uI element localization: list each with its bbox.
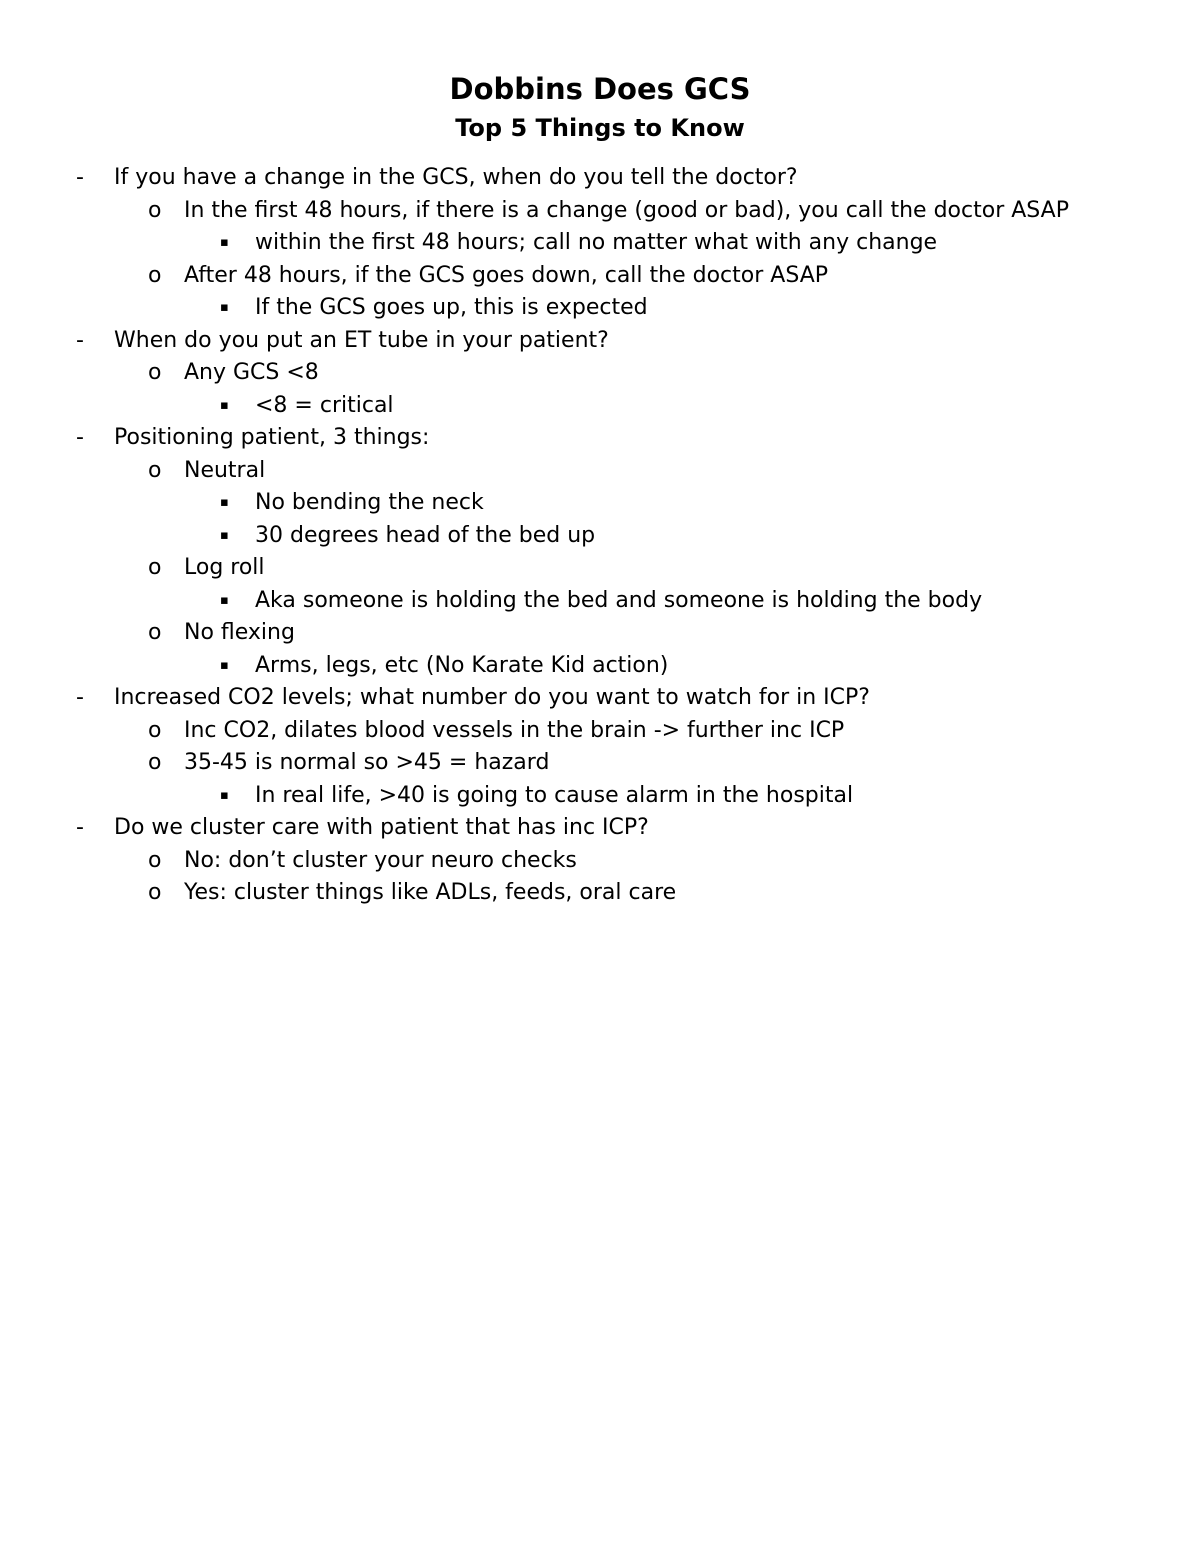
square-bullet-icon: ▪ bbox=[220, 397, 229, 413]
outline-item-level-1 bbox=[0, 682, 1200, 715]
outline-item-level-1 bbox=[0, 422, 1200, 455]
outline-item-level-2 bbox=[0, 455, 1200, 488]
outline-item-text: Log roll bbox=[184, 555, 265, 580]
outline-item-text: No: don’t cluster your neuro checks bbox=[184, 847, 577, 873]
outline-item-text: When do you put an ET tube in your patient? bbox=[114, 327, 609, 353]
outline-item-level-3 bbox=[0, 520, 1200, 553]
square-bullet-icon: ▪ bbox=[220, 787, 229, 803]
circle-bullet-icon: o bbox=[148, 750, 162, 775]
square-bullet-icon: ▪ bbox=[220, 657, 229, 673]
dash-bullet-icon: - bbox=[76, 165, 84, 190]
outline-item-text: Aka someone is holding the bed and someone is holding the body bbox=[255, 587, 983, 613]
bullet-outline bbox=[0, 162, 1200, 910]
outline-item-level-2 bbox=[0, 552, 1200, 585]
outline-item-text: If you have a change in the GCS, when do you tell the doctor? bbox=[114, 165, 798, 190]
dash-bullet-icon: - bbox=[76, 815, 84, 840]
outline-item-text: Arms, legs, etc (No Karate Kid action) bbox=[255, 652, 669, 678]
outline-item-level-2 bbox=[0, 747, 1200, 780]
dash-bullet-icon: - bbox=[76, 685, 84, 710]
dash-bullet-icon: - bbox=[76, 425, 84, 450]
outline-item-level-3 bbox=[0, 292, 1200, 325]
outline-item-text: Inc CO2, dilates blood vessels in the brain -> further inc ICP bbox=[184, 717, 845, 743]
outline-item-level-3 bbox=[0, 487, 1200, 520]
square-bullet-icon: ▪ bbox=[220, 527, 229, 543]
outline-item-level-2 bbox=[0, 845, 1200, 878]
document-subtitle: Top 5 Things to Know bbox=[455, 114, 745, 142]
outline-item-text: within the first 48 hours; call no matter what with any change bbox=[255, 230, 938, 255]
circle-bullet-icon: o bbox=[148, 847, 162, 873]
outline-item-level-3 bbox=[0, 650, 1200, 683]
outline-item-text: Do we cluster care with patient that has inc ICP? bbox=[114, 815, 649, 840]
outline-item-level-2 bbox=[0, 715, 1200, 748]
outline-item-level-1 bbox=[0, 162, 1200, 195]
document-title: Dobbins Does GCS bbox=[449, 72, 751, 106]
outline-item-text: 35-45 is normal so >45 = hazard bbox=[184, 750, 550, 775]
outline-item-text: Any GCS <8 bbox=[184, 360, 319, 385]
outline-item-level-2 bbox=[0, 260, 1200, 293]
square-bullet-icon: ▪ bbox=[220, 592, 229, 608]
outline-item-level-2 bbox=[0, 877, 1200, 910]
outline-item-text: After 48 hours, if the GCS goes down, call the doctor ASAP bbox=[184, 262, 829, 288]
outline-item-text: No bending the neck bbox=[255, 490, 484, 515]
circle-bullet-icon: o bbox=[148, 880, 162, 905]
outline-item-level-3 bbox=[0, 585, 1200, 618]
outline-item-text: 30 degrees head of the bed up bbox=[255, 522, 596, 548]
outline-item-level-2 bbox=[0, 357, 1200, 390]
outline-item-level-2 bbox=[0, 195, 1200, 228]
outline-item-text: If the GCS goes up, this is expected bbox=[255, 295, 648, 320]
circle-bullet-icon: o bbox=[148, 620, 162, 645]
square-bullet-icon: ▪ bbox=[220, 235, 229, 250]
dash-bullet-icon: - bbox=[76, 327, 84, 353]
outline-item-text: <8 = critical bbox=[255, 392, 394, 418]
circle-bullet-icon: o bbox=[148, 717, 162, 743]
outline-item-level-3 bbox=[0, 780, 1200, 813]
outline-item-text: No flexing bbox=[184, 620, 295, 645]
outline-item-level-2 bbox=[0, 617, 1200, 650]
circle-bullet-icon: o bbox=[148, 197, 162, 223]
outline-item-level-1 bbox=[0, 325, 1200, 358]
circle-bullet-icon: o bbox=[148, 457, 162, 483]
circle-bullet-icon: o bbox=[148, 262, 162, 288]
outline-item-text: Yes: cluster things like ADLs, feeds, oral care bbox=[184, 880, 677, 905]
outline-item-text: Positioning patient, 3 things: bbox=[114, 425, 430, 450]
circle-bullet-icon: o bbox=[148, 555, 162, 580]
outline-item-text: In the first 48 hours, if there is a change (good or bad), you call the doctor ASAP bbox=[184, 197, 1069, 223]
outline-item-level-1 bbox=[0, 812, 1200, 845]
outline-item-level-3 bbox=[0, 227, 1200, 260]
outline-item-text: Increased CO2 levels; what number do you want to watch for in ICP? bbox=[114, 685, 870, 710]
outline-item-text: Neutral bbox=[184, 457, 266, 483]
outline-item-level-3 bbox=[0, 390, 1200, 423]
circle-bullet-icon: o bbox=[148, 360, 162, 385]
square-bullet-icon: ▪ bbox=[220, 300, 229, 315]
square-bullet-icon: ▪ bbox=[220, 495, 229, 510]
outline-item-text: In real life, >40 is going to cause alarm in the hospital bbox=[255, 782, 854, 808]
